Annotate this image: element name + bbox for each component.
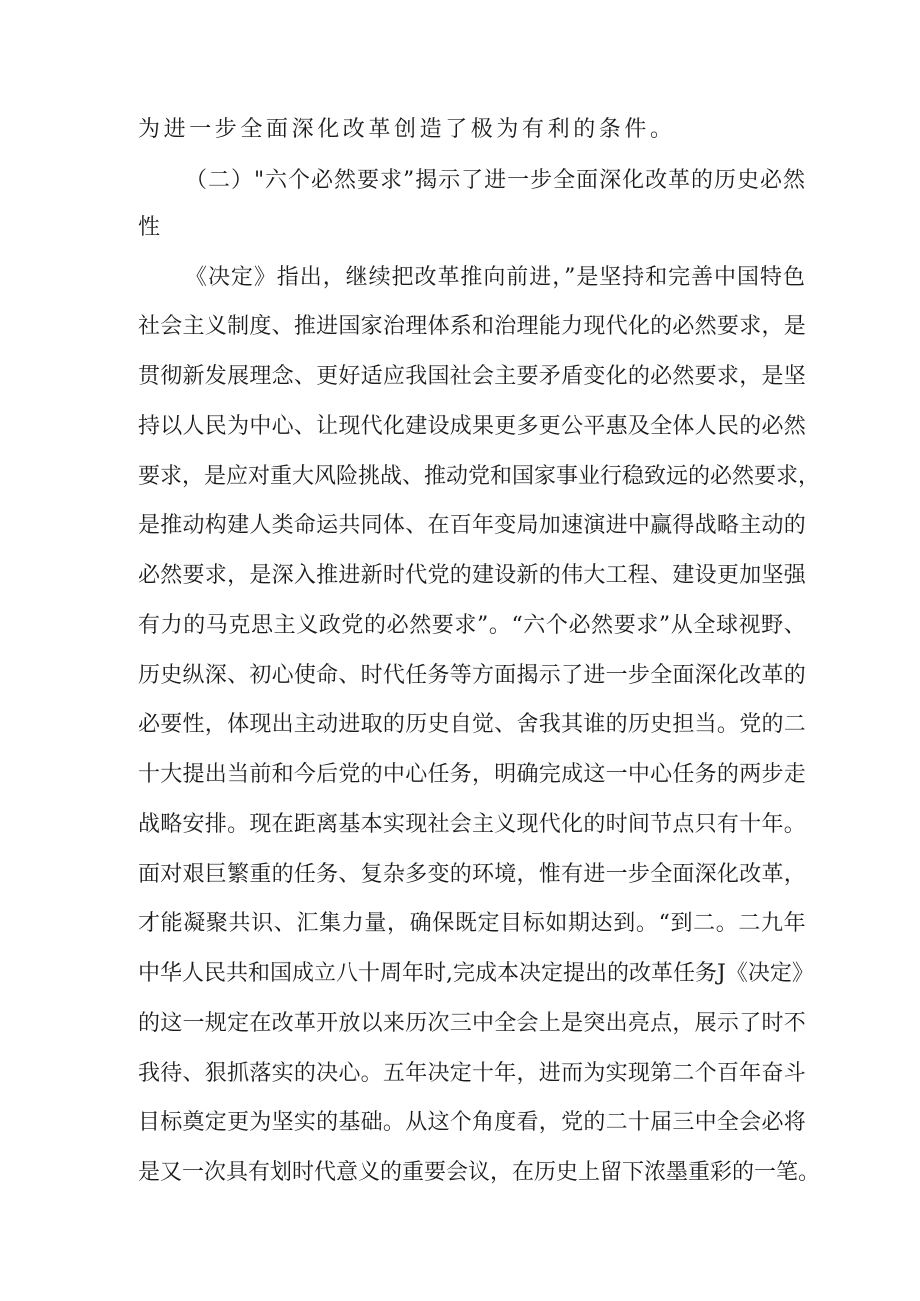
text-line: 的这一规定在改革开放以来历次三中全会上是突出亮点，展示了时不 (138, 1011, 807, 1036)
text-line: 历史纵深、初心使命、时代任务等方面揭示了进一步全面深化改革的 (138, 663, 807, 688)
text-line: 是又一次具有划时代意义的重要会议，在历史上留下浓墨重彩的一笔。 (138, 1160, 821, 1185)
text-line: 十大提出当前和今后党的中心任务，明确完成这一中心任务的两步走 (138, 762, 807, 787)
text-line: 要求，是应对重大风险挑战、推动党和国家事业行稳致远的必然要求， (138, 464, 821, 489)
paragraph-first-line: 《决定》指出，继续把改革推向前进，”是坚持和完善中国特色 (185, 265, 806, 290)
text-line: 战略安排。现在距离基本实现社会主义现代化的时间节点只有十年。 (138, 812, 807, 837)
text-line: 是推动构建人类命运共同体、在百年变局加速演进中赢得战略主动的 (138, 513, 807, 538)
text-line: 必要性，体现出主动进取的历史自觉、舍我其谁的历史担当。党的二 (138, 712, 807, 737)
text-line: 中华人民共和国成立八十周年时,完成本决定提出的改革任务J《决定》 (138, 961, 814, 986)
text-line: 必然要求，是深入推进新时代党的建设新的伟大工程、建设更加坚强 (138, 563, 807, 588)
text-line: 才能凝聚共识、汇集力量，确保既定目标如期达到。“到二。二九年 (138, 911, 807, 936)
text-line: 目标奠定更为坚实的基础。从这个角度看，党的二十届三中全会必将 (138, 1110, 807, 1135)
text-line: 面对艰巨繁重的任务、复杂多变的环境，惟有进一步全面深化改革， (138, 862, 807, 887)
text-line: 有力的马克思主义政党的必然要求”。“六个必然要求”从全球视野、 (138, 613, 807, 638)
text-line: 我待、狠抓落实的决心。五年决定十年，进而为实现第二个百年奋斗 (138, 1061, 807, 1086)
text-line: 贯彻新发展理念、更好适应我国社会主要矛盾变化的必然要求，是坚 (138, 364, 807, 389)
text-line: 社会主义制度、推进国家治理体系和治理能力现代化的必然要求，是 (138, 314, 807, 339)
section-heading-continued: 性 (138, 215, 164, 240)
text-line: 持以人民为中心、让现代化建设成果更多更公平惠及全体人民的必然 (138, 414, 807, 439)
text-line: 为进一步全面深化改革创造了极为有利的条件。 (138, 117, 676, 142)
section-heading: （二）"六个必然要求”揭示了进一步全面深化改革的历史必然 (185, 168, 806, 193)
